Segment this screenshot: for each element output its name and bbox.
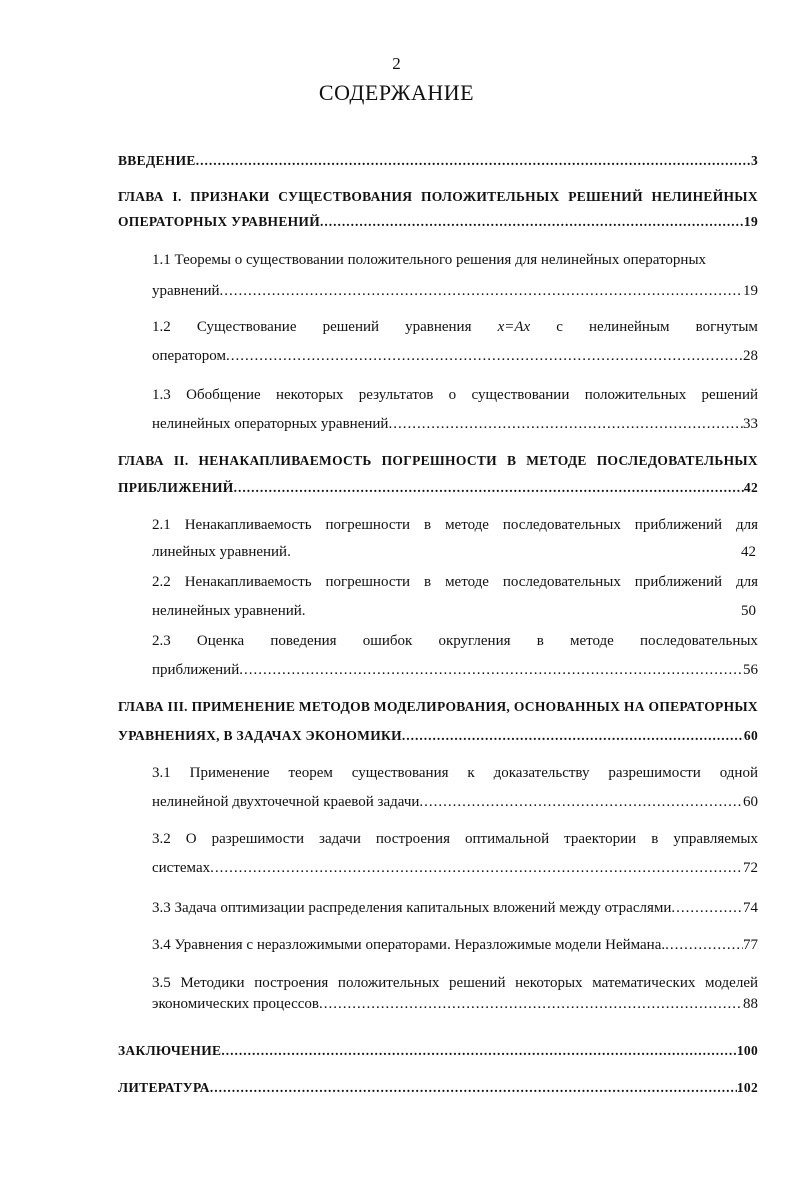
toc-section-1-3-line2 (152, 414, 758, 434)
toc-entry-title: нелинейных операторных уравнений (152, 416, 389, 432)
toc-section-1-3-line1 (152, 385, 758, 405)
toc-entry-title: 3.3 Задача оптимизации распределения капитальных вложений между отраслями (152, 900, 672, 916)
toc-entry-conclusion (118, 1041, 758, 1061)
word: ПОГРЕШНОСТИ (381, 453, 497, 468)
toc-section-2-3-line2 (152, 660, 758, 680)
toc-section-3-5-line1 (152, 973, 758, 993)
toc-chapter-1-line1 (118, 187, 758, 207)
toc-entry-title: приближений (152, 662, 240, 678)
toc-section-3-5-line2 (152, 994, 758, 1014)
toc-section-2-3-line1 (152, 631, 758, 651)
word: поведения (270, 633, 337, 649)
toc-entry-title: ПРИБЛИЖЕНИЙ (118, 480, 234, 495)
word: Оценка (196, 633, 245, 649)
toc-entry-page: 3 (750, 153, 758, 168)
toc-entry-page: 42 (743, 480, 758, 495)
toc-entry-title: нелинейных уравнений. (152, 603, 306, 619)
word: x=Ax (497, 319, 531, 335)
dot-leader (402, 726, 744, 746)
toc-section-3-1-line1 (152, 763, 758, 783)
word: МЕТОДЕ (526, 453, 587, 468)
word: ПРИЗНАКИ (190, 189, 270, 204)
toc-section-3-2-line2 (152, 858, 758, 878)
word: методе (569, 633, 614, 649)
toc-chapter-2-line1 (118, 451, 758, 471)
toc-entry-title: 2.1 Ненакапливаемость погрешности в методе последовательных приближений для (152, 517, 758, 533)
toc-entry-title: ВВЕДЕНИЕ (118, 153, 196, 168)
toc-section-3-4 (152, 935, 758, 955)
toc-entry-title: уравнений (152, 283, 220, 299)
toc-entry-title: ОПЕРАТОРНЫХ УРАВНЕНИЙ (118, 214, 321, 229)
dot-leader (388, 414, 743, 434)
word: СУЩЕСТВОВАНИЯ (278, 189, 413, 204)
dot-leader (319, 994, 743, 1014)
word: 1.2 (152, 319, 171, 335)
dot-leader (234, 478, 744, 498)
word: нелинейным (589, 319, 670, 335)
dot-leader (196, 151, 751, 171)
toc-entry-title: 1.1 Теоремы о существовании положительного решения для нелинейных операторных (152, 252, 707, 268)
toc-entry-title: экономических процессов (152, 996, 320, 1012)
toc-chapter-1-line2 (118, 212, 758, 232)
toc-entry-title: ГЛАВА III. ПРИМЕНЕНИЕ МЕТОДОВ МОДЕЛИРОВАНИЯ, ОСНОВАННЫХ НА ОПЕРАТОРНЫХ (118, 699, 758, 714)
dot-leader (419, 792, 743, 812)
dot-leader (210, 1078, 737, 1098)
toc-section-1-1-line1 (152, 250, 758, 270)
toc-entry-title: 3.4 Уравнения с неразложимыми операторами. Неразложимые модели Неймана. (152, 937, 666, 953)
toc-entry-page: 77 (743, 937, 758, 953)
dot-leader (220, 281, 743, 301)
word: ГЛАВА (118, 189, 164, 204)
word: I. (172, 189, 182, 204)
toc-section-1-1-line2 (152, 281, 758, 301)
toc-section-1-2-line2 (152, 346, 758, 366)
toc-entry-title: 2.2 Ненакапливаемость погрешности в методе последовательных приближений для (152, 574, 758, 590)
word: II. (173, 453, 189, 468)
toc-entry-page: 19 (743, 283, 758, 299)
toc-entry-title: 3.5 Методики построения положительных решений некоторых математических моделей (152, 975, 758, 991)
word: ПОСЛЕДОВАТЕЛЬНЫХ (596, 453, 758, 468)
toc-entry-page: 100 (736, 1043, 758, 1058)
toc-section-3-3 (152, 898, 758, 918)
toc-entry-literature (118, 1078, 758, 1098)
dot-leader (210, 858, 743, 878)
word: РЕШЕНИЙ (568, 189, 643, 204)
word: вогнутым (695, 319, 758, 335)
word: ошибок (362, 633, 413, 649)
toc-chapter-3-line2 (118, 726, 758, 746)
toc-entry-page: 42 (741, 544, 756, 560)
toc-entry-page: 88 (743, 996, 758, 1012)
toc-entry-page: 60 (743, 794, 758, 810)
toc-entry-title: оператором (152, 348, 227, 364)
dot-leader (226, 346, 743, 366)
toc-section-2-2-line1 (152, 572, 758, 592)
word: округления (438, 633, 511, 649)
toc-entry-page: 56 (743, 662, 758, 678)
dot-leader (221, 1041, 737, 1061)
dot-leader (665, 935, 743, 955)
word: НЕЛИНЕЙНЫХ (651, 189, 758, 204)
word: уравнения (405, 319, 472, 335)
toc-entry-title: УРАВНЕНИЯХ, В ЗАДАЧАХ ЭКОНОМИКИ (118, 728, 402, 743)
page-title: СОДЕРЖАНИЕ (318, 80, 475, 105)
toc-section-3-2-line1 (152, 829, 758, 849)
word: решений (322, 319, 380, 335)
toc-entry-title: линейных уравнений. (152, 544, 291, 560)
word: В (506, 453, 517, 468)
toc-entry-page: 28 (743, 348, 758, 364)
dot-leader (239, 660, 743, 680)
page-number: 2 (392, 54, 401, 73)
word: последовательных (640, 633, 758, 649)
toc-chapter-3-line1 (118, 697, 758, 717)
word: 2.3 (152, 633, 171, 649)
toc-section-2-1-line2 (152, 542, 758, 562)
word: НЕНАКАПЛИВАЕМОСТЬ (198, 453, 372, 468)
toc-entry-title: 3.2 О разрешимости задачи построения оптимальной траектории в управляемых (152, 831, 758, 847)
toc-entry-title: ЗАКЛЮЧЕНИЕ (118, 1043, 222, 1058)
toc-section-2-1-line1 (152, 515, 758, 535)
toc-section-2-2-line2 (152, 601, 758, 621)
toc-entry-intro (118, 151, 758, 171)
toc-entry-page: 72 (743, 860, 758, 876)
toc-chapter-2-line2 (118, 478, 758, 498)
toc-entry-title: системах (152, 860, 211, 876)
toc-entry-title: 1.3 Обобщение некоторых результатов о существовании положительных решений (152, 387, 758, 403)
toc-entry-page: 74 (743, 900, 758, 916)
toc-entry-page: 33 (743, 416, 758, 432)
word: с (556, 319, 563, 335)
toc-entry-page: 102 (736, 1080, 758, 1095)
toc-section-3-1-line2 (152, 792, 758, 812)
toc-entry-title: 3.1 Применение теорем существования к доказательству разрешимости одной (152, 765, 758, 781)
word: ПОЛОЖИТЕЛЬНЫХ (420, 189, 560, 204)
toc-entry-title: ЛИТЕРАТУРА (118, 1080, 210, 1095)
toc-entry-page: 19 (743, 214, 758, 229)
toc-section-1-2-line1 (152, 317, 758, 337)
toc-entry-title: нелинейной двухточечной краевой задачи (152, 794, 420, 810)
dot-leader (320, 212, 744, 232)
toc-entry-page: 60 (743, 728, 758, 743)
word: в (536, 633, 544, 649)
word: ГЛАВА (118, 453, 164, 468)
toc-entry-page: 50 (741, 603, 756, 619)
dot-leader (671, 898, 743, 918)
word: Существование (196, 319, 297, 335)
